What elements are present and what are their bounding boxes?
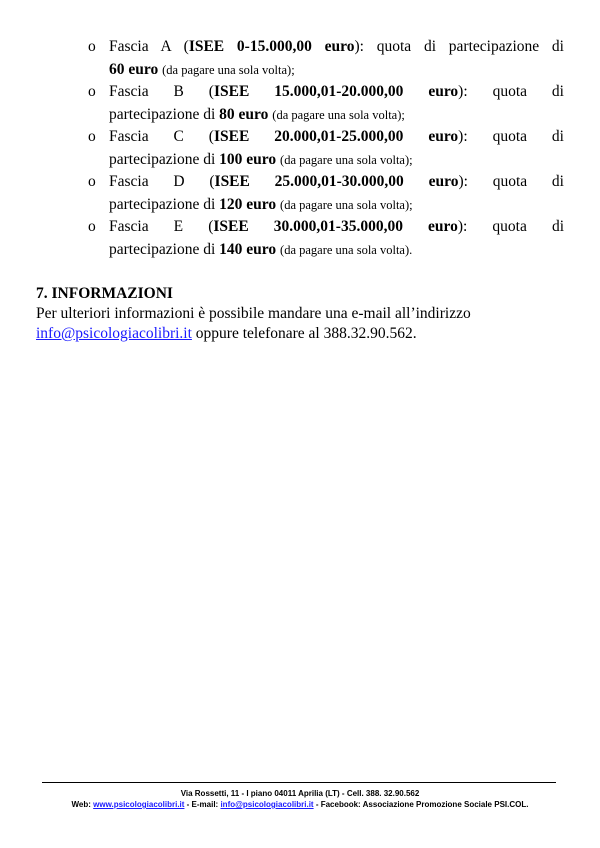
fascia-b-item [88,81,564,126]
fascia-c-item [88,126,564,171]
email-link[interactable]: info@psicologiacolibri.it [36,325,192,342]
fascia-text: partecipazione di [109,195,220,213]
fascia-text: ): quota di [458,173,564,190]
footer-web-link[interactable]: www.psicologiacolibri.it [93,800,185,809]
fee-amount: 140 euro [219,240,277,258]
fascia-label: Fascia E ( [109,218,214,235]
info-paragraph [36,304,576,344]
footer-web-label: Web: [71,800,94,809]
fascia-label: Fascia A ( [109,38,189,55]
bullet-icon: o [88,38,96,55]
fee-note: (da pagare una sola volta); [280,197,413,212]
fascia-d-line2 [109,194,564,217]
fascia-a-item [88,36,564,81]
fascia-text: ): quota di [458,83,564,100]
fee-note: (da pagare una sola volta); [162,62,295,77]
fascia-text: partecipazione di [109,240,220,258]
isee-range: ISEE 30.000,01-35.000,00 euro [213,218,458,235]
fascia-e-item [88,216,564,261]
fee-note: (da pagare una sola volta); [272,107,405,122]
fascia-text: ): quota di [458,128,564,145]
footer-address: Via Rossetti, 11 - I piano 04011 Aprilia (LT) - Cell. 388. 32.90.562 [180,789,420,798]
fascia-text: ): quota di partecipazione di [354,38,564,55]
fascia-e-line1 [109,216,564,239]
footer-facebook: - Facebook: Associazione Promozione Sociale PSI.COL. [313,800,529,809]
fascia-c-line1 [109,126,564,149]
fascia-a-line1 [109,36,564,59]
fascia-label: Fascia B ( [109,83,214,100]
fee-amount: 60 euro [109,60,159,78]
informazioni-section [36,284,576,344]
bullet-icon: o [88,218,96,235]
bullet-icon: o [88,173,96,190]
footer-email-link[interactable]: info@psicologiacolibri.it [220,800,314,809]
bullet-icon: o [88,128,96,145]
footer-contacts [0,799,600,810]
fascia-d-item [88,171,564,216]
fascia-text: ): quota di [457,218,565,235]
fasce-list [88,36,564,261]
bullet-icon: o [88,83,96,100]
footer-divider [42,782,556,783]
fee-note: (da pagare una sola volta); [280,152,413,167]
fascia-a-line2 [109,59,564,82]
info-text: Per ulteriori informazioni è possibile mandare una e-mail all’indirizzo [36,305,471,322]
fascia-b-line2 [109,104,564,127]
isee-range: ISEE 15.000,01-20.000,00 euro [213,83,459,100]
fascia-text: partecipazione di [109,150,220,168]
isee-range: ISEE 20.000,01-25.000,00 euro [213,128,459,145]
footer-email-label: - E-mail: [184,800,221,809]
fee-amount: 80 euro [219,105,269,123]
fascia-label: Fascia D ( [109,173,215,190]
info-phone-text: oppure telefonare al 388.32.90.562. [191,325,417,342]
fascia-d-line1 [109,171,564,194]
isee-range: ISEE 25.000,01-30.000,00 euro [214,173,459,190]
fascia-e-line2 [109,239,564,262]
isee-range: ISEE 0-15.000,00 euro [188,38,355,55]
fascia-label: Fascia C ( [109,128,214,145]
fee-note: (da pagare una sola volta). [280,242,413,257]
fascia-b-line1 [109,81,564,104]
section-heading: 7. INFORMAZIONI [36,285,173,302]
fee-amount: 120 euro [219,195,277,213]
fascia-text: partecipazione di [109,105,220,123]
fee-amount: 100 euro [219,150,277,168]
fascia-c-line2 [109,149,564,172]
